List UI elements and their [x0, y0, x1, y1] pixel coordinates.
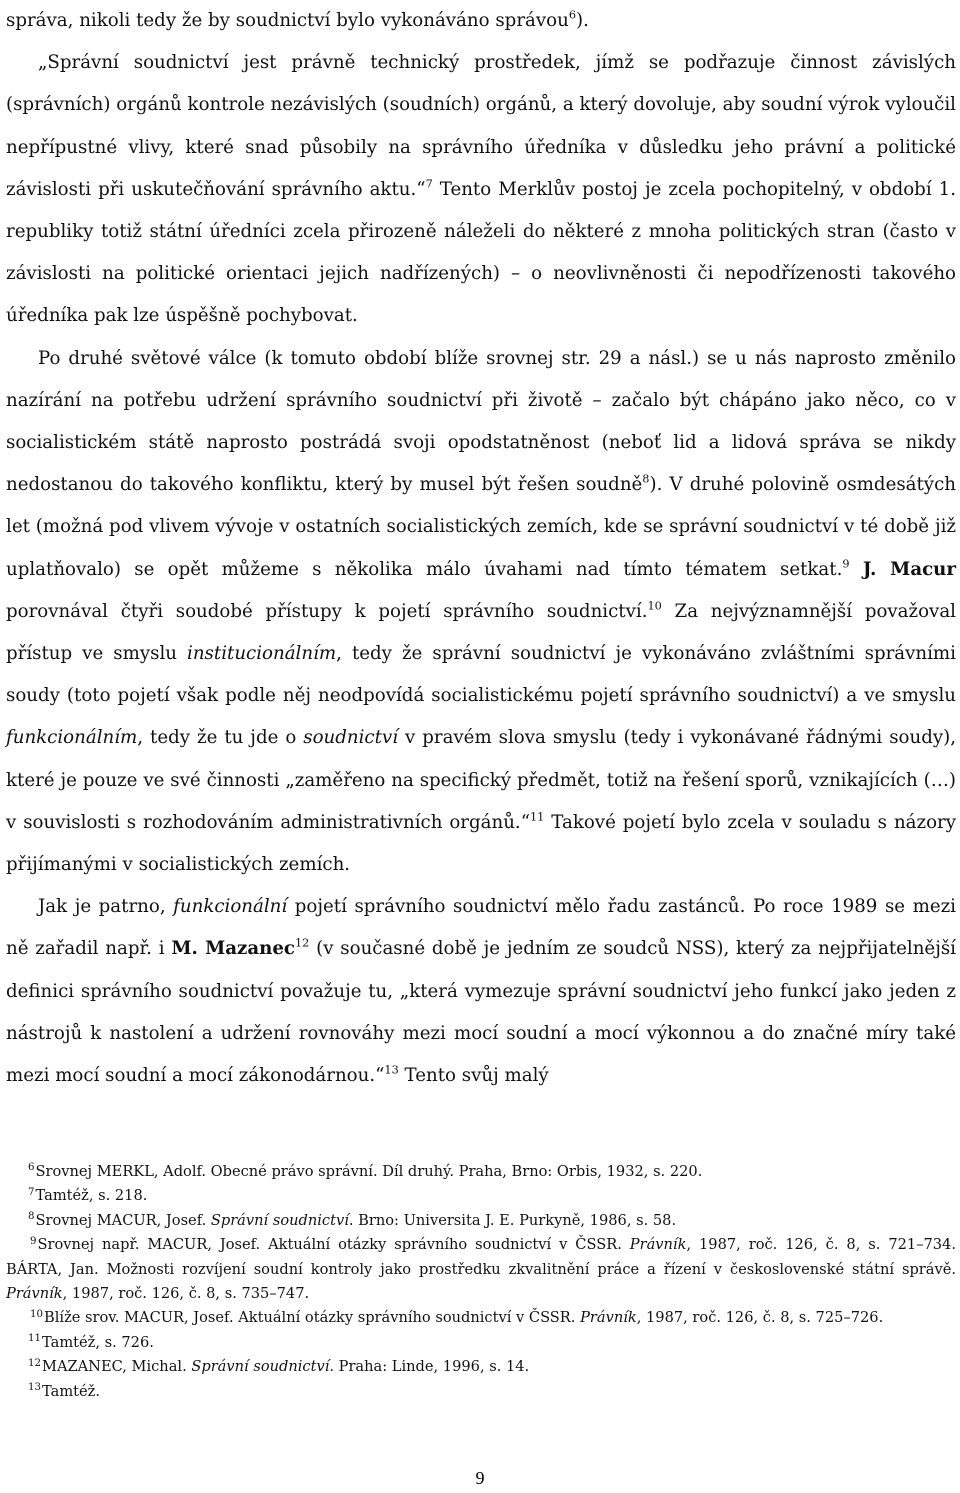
footnote-9: [6, 1233, 956, 1306]
paragraph-mazanec: [6, 886, 956, 1097]
footnote-ref: 9: [842, 556, 850, 570]
text-run: (v současné době je jedním ze soudců NSS), který za nejpřijatelnější definici správního soudnictví považuje tu, „která vymezuje správní soudnictví jeho funkcí jako jeden z nástrojů k nastolení a udržení rovnováhy mezi mocí soudní a mocí výkonnou a do značné míry také mezi mocí soudní a mocí zákonodárnou.“: [6, 938, 956, 1087]
text-run: , tedy že správní soudnictví je vykonáváno zvláštními správními soudy (toto pojetí však podle něj neodpovídá socialistickému pojetí správního soudnictví) a ve smyslu: [6, 643, 956, 707]
footnote-number: 9: [30, 1235, 37, 1247]
paragraph-postwar: [6, 338, 956, 887]
emphasis: institucionálním: [187, 643, 337, 665]
footnote-13: [6, 1380, 956, 1404]
author-name: J. Macur: [862, 558, 956, 580]
footnote-number: 7: [28, 1186, 35, 1198]
footnote-title: Právník: [580, 1309, 637, 1327]
footnote-8: [6, 1209, 956, 1233]
page-number: 9: [475, 1468, 485, 1488]
footnote-number: 13: [28, 1382, 42, 1394]
footnote-text: , 1987, roč. 126, č. 8, s. 721–734. BÁRTA, Jan. Možnosti rozvíjení soudní kontroly jako prostředku zkvalitnění práce a řízení v československé státní správě.: [6, 1236, 956, 1278]
footnote-7: [6, 1184, 956, 1208]
text-run: v pravém slova smyslu (tedy i vykonávané řádnými soudy), které je pouze ve své činnosti „zaměřeno na specifický předmět, totiž na řešení sporů, vznikajících (…) v souvislosti s rozhodováním administrativních orgánů.“: [6, 727, 956, 833]
quote-text: „Správní soudnictví jest právně technický prostředek, jímž se podřazuje činnost závislých (správních) orgánů kontrole nezávislých (soudních) orgánů, a který dovoluje, aby soudní výrok vyloučil nepřípustné vlivy, které snad působily na správního úředníka v důsledku jeho právní a politické závislosti při uskutečňování správního aktu.“: [6, 52, 956, 200]
footnote-number: 6: [28, 1162, 35, 1174]
text-run: ). V druhé polovině osmdesátých let (možná pod vlivem vývoje v ostatních socialistických zemích, kde se správní soudnictví v té době již uplatňovalo) se opět můžeme s několika málo úvahami nad tímto tématem setkat.: [6, 474, 956, 580]
paragraph-merkl-quote: [6, 42, 956, 337]
main-text: [6, 0, 956, 1097]
text-run: Jak je patrno,: [38, 896, 174, 918]
emphasis: funkcionální: [173, 896, 288, 918]
footnote-ref: 7: [425, 177, 433, 191]
footnote-number: 8: [28, 1211, 35, 1223]
footnote-text: , 1987, roč. 126, č. 8, s. 735–747.: [62, 1285, 310, 1303]
paragraph-continuation: [6, 0, 956, 42]
footnote-text: Tamtéž.: [42, 1382, 100, 1400]
footnote-number: 12: [28, 1357, 42, 1369]
footnote-title: Správní soudnictví: [210, 1211, 349, 1229]
footnote-text: Srovnej např. MACUR, Josef. Aktuální otázky správního soudnictví v ČSSR.: [37, 1236, 630, 1254]
footnote-ref: 10: [647, 599, 662, 613]
text-run: Takové pojetí bylo zcela v souladu s názory přijímanými v socialistických zemích.: [6, 811, 957, 876]
footnotes: [6, 1160, 956, 1404]
text-run: ).: [575, 10, 589, 31]
text-run: Za nejvýznamnější považoval přístup ve smyslu: [6, 600, 956, 665]
footnote-number: 11: [28, 1333, 42, 1345]
footnote-ref: 11: [530, 810, 545, 824]
text-run: Tento svůj malý: [398, 1065, 549, 1087]
footnote-title: Právník: [629, 1236, 687, 1254]
footnote-10: [6, 1306, 956, 1330]
footnote-title: Správní soudnictví: [191, 1358, 330, 1376]
footnote-ref: 12: [295, 936, 310, 950]
footnote-ref: 13: [384, 1063, 399, 1077]
footnote-number: 10: [30, 1308, 44, 1320]
text-run: pojetí správního soudnictví mělo řadu zastánců. Po roce 1989 se mezi ně zařadil např. i: [6, 896, 957, 960]
footnote-text: Srovnej MACUR, Josef.: [35, 1211, 211, 1229]
footnote-11: [6, 1331, 956, 1355]
footnote-text: . Brno: Universita J. E. Purkyně, 1986, s. 58.: [348, 1211, 677, 1229]
footnote-12: [6, 1355, 956, 1379]
footnote-title: Právník: [6, 1285, 63, 1303]
text-run: Tento Merklův postoj je zcela pochopitelný, v období 1. republiky totiž státní úředníci zcela přirozeně náleželi do některé z mnoha politických stran (často v závislosti na politické orientaci jejich nadřízených) – o neovlivněnosti či nepodřízenosti takového úředníka pak lze úspěšně pochybovat.: [6, 178, 956, 327]
footnote-text: Srovnej MERKL, Adolf. Obecné právo správní. Díl druhý. Praha, Brno: Orbis, 1932, s. 220.: [35, 1163, 703, 1180]
footnote-text: , 1987, roč. 126, č. 8, s. 725–726.: [636, 1309, 884, 1327]
footnote-text: Tamtéž, s. 726.: [42, 1333, 154, 1351]
text-run: správa, nikoli tedy že by soudnictví bylo vykonáváno správou: [6, 10, 569, 31]
text-run: porovnával čtyři soudobé přístupy k pojetí správního soudnictví.: [6, 600, 648, 622]
footnote-text: . Praha: Linde, 1996, s. 14.: [329, 1358, 530, 1376]
footnote-6: [6, 1160, 956, 1184]
footnote-ref: 8: [642, 472, 650, 486]
text-run: Po druhé světové válce (k tomuto období blíže srovnej str. 29 a násl.) se u nás naprosto změnilo nazírání na potřebu udržení správního soudnictví při životě – začalo být chápáno jako něco, co v socialistickém státě naprosto postrádá svoji opodstatněnost (neboť lid a lidová správa se nikdy nedostanou do takového konfliktu, který by musel být řešen soudně: [6, 347, 956, 496]
footnote-ref: 6: [568, 8, 576, 22]
footnote-text: MAZANEC, Michal.: [42, 1358, 192, 1376]
emphasis: funkcionálním: [6, 727, 138, 749]
author-name: M. Mazanec: [171, 938, 296, 960]
footnote-text: Tamtéž, s. 218.: [35, 1187, 148, 1205]
text-run: , tedy že tu jde o: [137, 727, 304, 749]
document-page: [6, 0, 957, 1400]
emphasis: soudnictví: [303, 727, 399, 749]
footnote-text: Blíže srov. MACUR, Josef. Aktuální otázky správního soudnictví v ČSSR.: [44, 1309, 581, 1327]
